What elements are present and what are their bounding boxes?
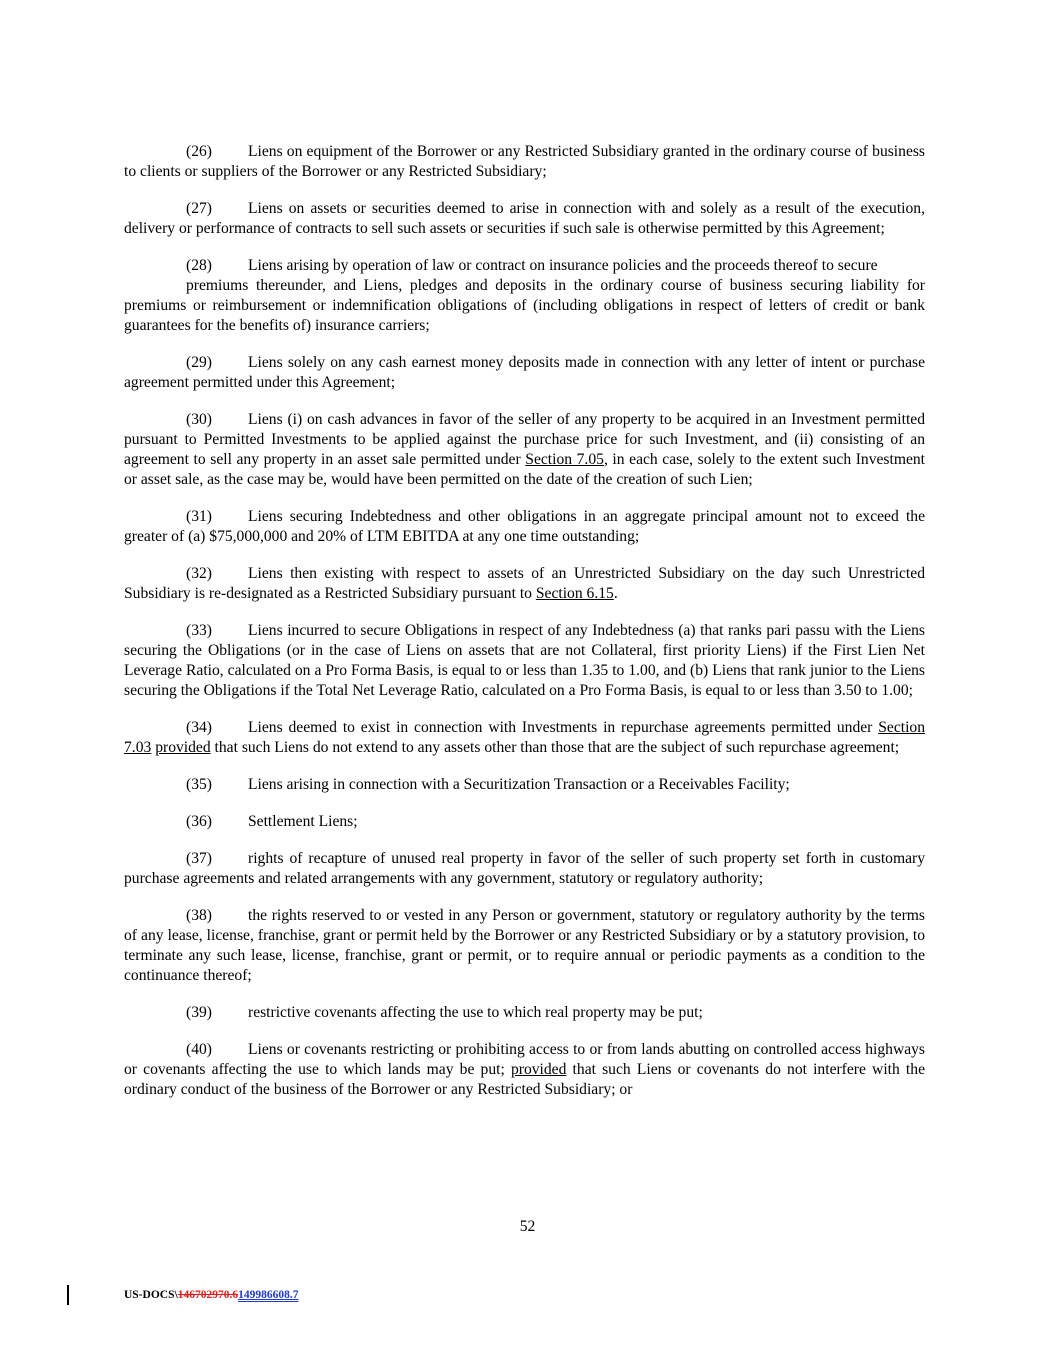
clause-number: (34) [186, 719, 212, 736]
section-reference: Section 6.15 [535, 585, 614, 602]
clause-26 [124, 142, 925, 182]
clause-number: (29) [186, 354, 212, 371]
clause-31 [124, 507, 925, 547]
proviso-term: provided [155, 739, 211, 756]
clause-36 [124, 812, 925, 832]
document-id-footer [124, 1289, 298, 1301]
clause-number: (40) [186, 1041, 212, 1058]
clause-28 [124, 256, 925, 336]
clause-number: (35) [186, 776, 212, 793]
clause-text: Liens (i) on cash advances in favor of the seller of any property to be acquired in an Investment permitted pursuant to Permitted Investments to be applied against the purchase price for such Investment, and (ii) consisting of an agreement to sell any property in an asset sale permitted under [124, 411, 925, 468]
doc-id-prefix: US-DOCS\ [124, 1289, 178, 1301]
clause-text: that such Liens do not extend to any assets other than those that are the subject of such repurchase agreement; [210, 739, 900, 756]
clause-number: (28) [186, 257, 212, 274]
clause-33 [124, 621, 925, 701]
inserted-doc-id: 149986608.7 [238, 1289, 299, 1301]
clause-text: Liens arising by operation of law or contract on insurance policies and the proceeds thereof to secure [248, 257, 878, 274]
clause-text: Settlement Liens; [248, 813, 358, 830]
clause-text: , in each case, solely to the extent such Investment or asset sale, as the case may be, would have been permitted on the date of the creation of such Lien; [124, 451, 926, 488]
clause-text: Liens or covenants restricting or prohibiting access to or from lands abutting on controlled access highways or covenants affecting the use to which lands may be put; [124, 1041, 925, 1078]
clause-text: Liens then existing with respect to assets of an Unrestricted Subsidiary on the day such Unrestricted Subsidiary is re-designated as a Restricted Subsidiary pursuant to [124, 565, 925, 602]
clause-number: (31) [186, 508, 212, 525]
clause-number: (36) [186, 813, 212, 830]
clause-29 [124, 353, 925, 393]
clause-text: Liens securing Indebtedness and other obligations in an aggregate principal amount not to exceed the greater of (a) $75,000,000 and 20% of LTM EBITDA at any one time outstanding; [124, 508, 925, 545]
revision-change-bar [67, 1285, 69, 1305]
clause-number: (33) [186, 622, 212, 639]
clause-text: restrictive covenants affecting the use to which real property may be put; [248, 1004, 703, 1021]
clause-27 [124, 199, 925, 239]
clause-text: the rights reserved to or vested in any Person or government, statutory or regulatory authority by the terms of any lease, license, franchise, grant or permit held by the Borrower or any Restricted Subsidiary or by a statutory provision, to terminate any such lease, license, franchise, grant or permit, or to require annual or periodic payments as a condition to the continuance thereof; [124, 907, 925, 984]
page-number: 52 [519, 1218, 536, 1235]
clause-text: . [613, 585, 618, 602]
deleted-doc-id: 146702970.6 [177, 1289, 239, 1301]
clause-text: that such Liens or covenants do not interfere with the ordinary conduct of the business of the Borrower or any Restricted Subsidiary; or [124, 1061, 925, 1098]
section-reference: Section 7.03 [124, 719, 925, 756]
section-reference: Section 7.05 [525, 451, 604, 468]
clause-35 [124, 775, 925, 795]
clause-text: Liens solely on any cash earnest money deposits made in connection with any letter of intent or purchase agreement permitted under this Agreement; [124, 354, 925, 391]
clause-number: (39) [186, 1004, 212, 1021]
clause-text: Liens on equipment of the Borrower or any Restricted Subsidiary granted in the ordinary course of business to clients or suppliers of the Borrower or any Restricted Subsidiary; [124, 143, 925, 180]
clause-39 [124, 1003, 925, 1023]
proviso-term: provided [510, 1061, 567, 1078]
document-body [124, 142, 925, 1117]
clause-text: Liens deemed to exist in connection with Investments in repurchase agreements permitted under [248, 719, 879, 736]
clause-text-continued: premiums thereunder, and Liens, pledges and deposits in the ordinary course of business securing liability for premiums or reimbursement or indemnification obligations of (including obligations in respect of letters of credit or bank guarantees for the benefits of) insurance carriers; [124, 277, 925, 334]
clause-number: (27) [186, 200, 212, 217]
clause-number: (37) [186, 850, 212, 867]
clause-37 [124, 849, 925, 889]
clause-number: (30) [186, 411, 212, 428]
clause-number: (26) [186, 143, 212, 160]
clause-30 [124, 410, 925, 490]
clause-number: (32) [186, 565, 212, 582]
clause-number: (38) [186, 907, 212, 924]
clause-34 [124, 718, 925, 758]
clause-text: Liens incurred to secure Obligations in respect of any Indebtedness (a) that ranks pari passu with the Liens securing the Obligations (or in the case of Liens on assets that are not Collateral, first priority Liens) if the First Lien Net Leverage Ratio, calculated on a Pro Forma Basis, is equal to or less than 1.35 to 1.00, and (b) Liens that rank junior to the Liens securing the Obligations if the Total Net Leverage Ratio, calculated on a Pro Forma Basis, is equal to or less than 3.50 to 1.00; [124, 622, 925, 699]
clause-40 [124, 1040, 925, 1100]
clause-text: rights of recapture of unused real property in favor of the seller of such property set forth in customary purchase agreements and related arrangements with any government, statutory or regulatory authority; [124, 850, 925, 887]
clause-text: Liens on assets or securities deemed to arise in connection with and solely as a result of the execution, delivery or performance of contracts to sell such assets or securities if such sale is otherwise permitted by this Agreement; [124, 200, 925, 237]
clause-text: Liens arising in connection with a Securitization Transaction or a Receivables Facility; [248, 776, 790, 793]
clause-38 [124, 906, 925, 986]
clause-32 [124, 564, 925, 604]
